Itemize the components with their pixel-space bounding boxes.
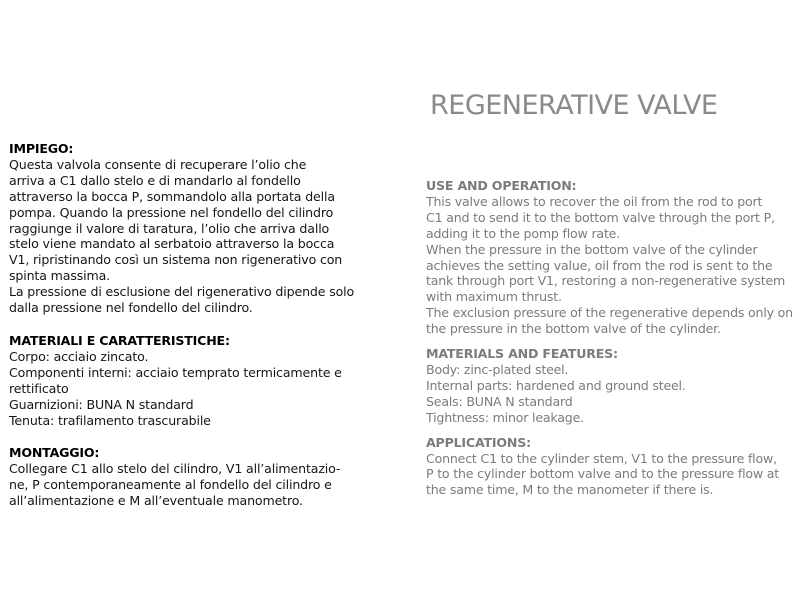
text-line: achieves the setting value, oil from the rod is sent to the [426,257,773,273]
section-materiali [9,333,371,428]
text-line: stelo viene mandato al serbatoio attraverso la bocca [9,236,335,252]
text-line: Seals: BUNA N standard [426,393,573,409]
text-line: all’alimentazione e M all’eventuale manometro. [9,493,303,509]
text-line: adding it to the pomp flow rate. [426,225,621,241]
text-line: with maximum thrust. [426,289,562,305]
section-use-and-operation [426,178,798,337]
section-heading: MATERIALS AND FEATURES: [426,346,618,362]
text-line: attraverso la bocca P, sommandolo alla portata della [9,188,335,204]
section-body [426,451,798,499]
section-body [9,157,371,316]
text-line: La pressione di esclusione del rigenerativo dipende solo [9,284,355,300]
text-line: Body: zinc-plated steel. [426,361,569,377]
text-line: dalla pressione nel fondello del cilindro. [9,300,253,316]
text-line: Tightness: minor leakage. [426,409,584,425]
text-line: C1 and to send it to the bottom valve through the port P, [426,209,775,225]
section-heading: USE AND OPERATION: [426,178,577,193]
text-line: spinta massima. [9,268,111,284]
text-line: Tenuta: trafilamento trascurabile [9,412,211,428]
section-body [426,362,798,426]
section-heading: APPLICATIONS: [426,434,531,450]
text-line: The exclusion pressure of the regenerative depends only on [426,305,793,321]
text-line: Guarnizioni: BUNA N standard [9,396,194,412]
italian-column [9,141,371,509]
section-heading: IMPIEGO: [9,141,74,156]
text-line: arriva a C1 dallo stelo e di mandarlo al fondello [9,172,301,188]
section-heading: MATERIALI E CARATTERISTICHE: [9,332,230,348]
section-body [9,461,371,509]
english-column [426,178,798,498]
text-line: P to the cylinder bottom valve and to the pressure flow at [426,466,780,482]
text-line: V1, ripristinando così un sistema non rigenerativo con [9,252,343,268]
text-line: rettificato [9,380,69,396]
section-body [9,349,371,429]
text-line: Componenti interni: acciaio temprato termicamente e [9,364,342,380]
page-title: REGENERATIVE VALVE [430,90,718,121]
text-line: Collegare C1 allo stelo del cilindro, V1 all’alimentazio- [9,461,341,477]
text-line: When the pressure in the bottom valve of the cylinder [426,241,758,257]
text-line: Questa valvola consente di recuperare l’olio che [9,156,307,172]
section-montaggio [9,445,371,509]
text-line: Internal parts: hardened and ground steel. [426,377,686,393]
section-materials-and-features [426,346,798,426]
text-line: tank through port V1, restoring a non-regenerative system [426,273,786,289]
text-line: pompa. Quando la pressione nel fondello del cilindro [9,204,334,220]
section-impiego [9,141,371,316]
text-line: the pressure in the bottom valve of the cylinder. [426,321,721,337]
section-applications [426,435,798,499]
text-line: raggiunge il valore di taratura, l’olio che arriva dallo [9,220,330,236]
text-line: Corpo: acciaio zincato. [9,348,149,364]
text-line: the same time, M to the manometer if there is. [426,482,714,498]
section-body [426,194,798,337]
text-line: ne, P contemporaneamente al fondello del cilindro e [9,477,332,493]
text-line: This valve allows to recover the oil from the rod to port [426,193,763,209]
section-heading: MONTAGGIO: [9,445,100,461]
text-line: Connect C1 to the cylinder stem, V1 to the pressure flow, [426,450,777,466]
